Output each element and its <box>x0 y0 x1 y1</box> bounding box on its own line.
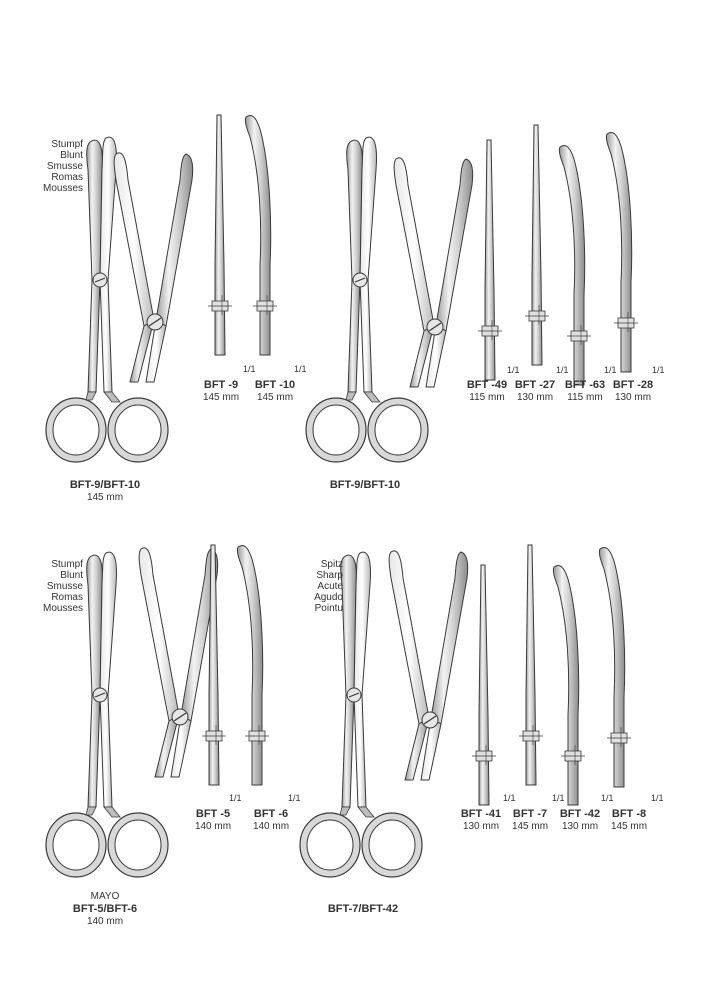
profile-bft-28 <box>606 133 638 373</box>
product-size: 145 mm <box>511 821 549 832</box>
product-size: 145 mm <box>256 392 294 403</box>
product-size: 130 mm <box>516 392 554 403</box>
scale-label: 1/1 <box>552 793 565 803</box>
descriptor-line: Mousses <box>42 183 83 194</box>
product-code-bft-8: BFT -8 <box>611 808 647 820</box>
product-size: 140 mm <box>252 821 290 832</box>
scale-label: 1/1 <box>601 793 614 803</box>
scissors-top-right-open <box>394 158 473 387</box>
product-size: 140 mm <box>194 821 232 832</box>
product-code-bft-7: BFT -7 <box>512 808 548 820</box>
descriptor-blunt-bottom <box>43 559 83 614</box>
scale-label: 1/1 <box>556 365 569 375</box>
descriptor-line: Acute <box>317 581 343 592</box>
descriptor-line: Mousses <box>42 603 83 614</box>
descriptor-line: Smusse <box>46 161 83 172</box>
profile-bft-10 <box>245 116 277 356</box>
descriptor-line: Agudo <box>314 592 343 603</box>
product-size: 130 mm <box>462 821 500 832</box>
descriptor-line: Smusse <box>46 581 83 592</box>
descriptor-sharp <box>314 559 343 614</box>
product-code-bft-41: BFT -41 <box>460 808 502 820</box>
descriptor-line: Pointu <box>314 603 343 614</box>
product-size: 145 mm <box>610 821 648 832</box>
descriptor-line: Spitz <box>320 559 343 570</box>
product-size: 130 mm <box>561 821 599 832</box>
scissors-top-right-closed <box>306 137 428 462</box>
group-prefix: MAYO <box>90 891 120 902</box>
descriptor-line: Sharp <box>316 570 343 581</box>
scissors-bft-7-42-open <box>389 551 468 780</box>
product-code-bft-27: BFT -27 <box>514 379 556 391</box>
scale-label: 1/1 <box>652 365 665 375</box>
descriptor-line: Stumpf <box>51 139 83 150</box>
profile-bft-8 <box>599 548 631 788</box>
profile-bft-7 <box>519 545 543 785</box>
profile-bft-42 <box>553 566 585 806</box>
scale-label: 1/1 <box>651 793 664 803</box>
scale-label: 1/1 <box>604 365 617 375</box>
product-code-bft-28: BFT -28 <box>612 379 654 391</box>
scissors-bft-5-6-open <box>139 548 218 777</box>
product-code-bft-6: BFT -6 <box>253 808 289 820</box>
product-code-bft-10: BFT -10 <box>254 379 296 391</box>
product-code-bft-9: BFT -9 <box>203 379 239 391</box>
product-code-bft-49: BFT -49 <box>466 379 508 391</box>
product-size: 115 mm <box>469 392 505 403</box>
scale-label: 1/1 <box>507 365 520 375</box>
profile-bft-49 <box>478 140 502 380</box>
product-size: 115 mm <box>567 392 603 403</box>
profile-bft-6 <box>237 546 269 786</box>
descriptor-line: Romas <box>51 172 83 183</box>
product-size: 145 mm <box>202 392 240 403</box>
descriptor-line: Blunt <box>60 570 83 581</box>
scale-label: 1/1 <box>229 793 242 803</box>
group-label: BFT-9/BFT-10 <box>329 479 401 491</box>
scissors-bft-9-10-open <box>114 153 193 382</box>
descriptor-blunt-top <box>43 139 83 194</box>
scale-label: 1/1 <box>288 793 301 803</box>
product-size: 130 mm <box>614 392 652 403</box>
descriptor-line: Blunt <box>60 150 83 161</box>
product-code-bft-5: BFT -5 <box>195 808 231 820</box>
scale-label: 1/1 <box>294 364 307 374</box>
descriptor-line: Stumpf <box>51 559 83 570</box>
profile-bft-63 <box>559 146 591 386</box>
group-size: 140 mm <box>86 916 124 927</box>
descriptor-line: Romas <box>51 592 83 603</box>
group-label: BFT-5/BFT-6 <box>72 903 138 915</box>
product-code-bft-42: BFT -42 <box>559 808 601 820</box>
scale-label: 1/1 <box>243 364 256 374</box>
group-label: BFT-7/BFT-42 <box>327 903 399 915</box>
profile-bft-27 <box>525 125 549 365</box>
group-label: BFT-9/BFT-10 <box>69 479 141 491</box>
profile-bft-9 <box>208 115 232 355</box>
scale-label: 1/1 <box>503 793 516 803</box>
product-code-bft-63: BFT -63 <box>564 379 606 391</box>
group-size: 145 mm <box>86 492 124 503</box>
profile-bft-41 <box>472 565 496 805</box>
